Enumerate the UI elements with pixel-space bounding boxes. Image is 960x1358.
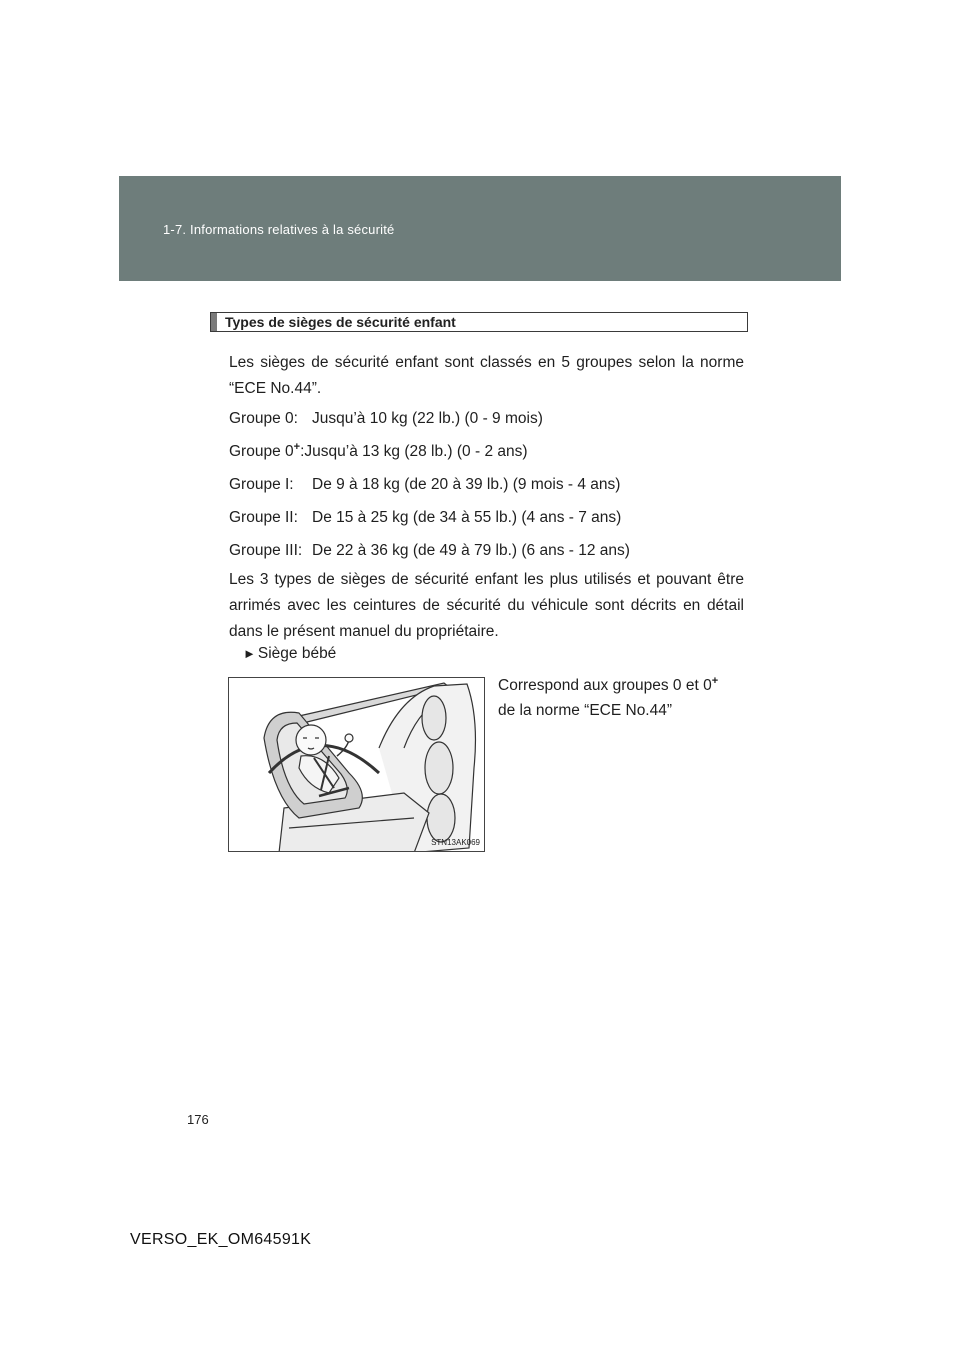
header-band xyxy=(119,176,841,281)
group-desc: De 9 à 18 kg (de 20 à 39 lb.) (9 mois - 4 ans) xyxy=(312,475,621,493)
heading-bar xyxy=(211,313,217,331)
group-label: Groupe II: xyxy=(229,508,298,526)
types-paragraph: Les 3 types de sièges de sécurité enfant les plus utilisés et pouvant être arrimés avec les ceintures de sécurité du véhicule sont décrits en détail dans le présent manuel du propriétaire. xyxy=(229,571,744,640)
group-row-1 xyxy=(229,468,744,501)
figure-caption xyxy=(498,674,748,723)
group-desc: De 22 à 36 kg (de 49 à 79 lb.) (6 ans - 12 ans) xyxy=(312,541,630,559)
group-label-suffix: : xyxy=(300,442,305,460)
group-label-wrap xyxy=(229,440,305,461)
group-row-3 xyxy=(229,534,744,567)
intro-paragraph: Les sièges de sécurité enfant sont classés en 5 groupes selon la norme “ECE No.44”. xyxy=(229,354,744,397)
heading-text: Types de sièges de sécurité enfant xyxy=(225,314,456,330)
group-label: Groupe 0: xyxy=(229,409,298,427)
caption-line2: de la norme “ECE No.44” xyxy=(498,702,673,719)
group-row-0plus xyxy=(229,435,744,468)
document-code: VERSO_EK_OM64591K xyxy=(130,1231,312,1248)
group-desc: De 15 à 25 kg (de 34 à 55 lb.) (4 ans - 7 ans) xyxy=(312,508,622,526)
section-heading xyxy=(210,312,748,332)
bullet-infant-seat xyxy=(243,645,336,663)
group-desc: Jusqu’à 13 kg (28 lb.) (0 - 2 ans) xyxy=(304,442,528,460)
caption-line1: Correspond aux groupes 0 et 0 xyxy=(498,677,712,694)
group-list xyxy=(229,402,744,567)
group-row-0 xyxy=(229,402,744,435)
group-label: Groupe 0 xyxy=(229,442,294,460)
group-label: Groupe I: xyxy=(229,475,294,493)
caption-superscript: + xyxy=(711,675,719,687)
section-title: 1-7. Informations relatives à la sécurité xyxy=(163,222,395,237)
group-row-2 xyxy=(229,501,744,534)
infant-seat-illustration xyxy=(228,677,485,852)
bullet-label: Siège bébé xyxy=(257,645,337,662)
infant-seat-drawing xyxy=(229,678,485,852)
page-number: 176 xyxy=(187,1112,209,1127)
group-label: Groupe III: xyxy=(229,541,303,559)
figure-code: STN13AK069 xyxy=(431,838,480,847)
group-desc: Jusqu’à 10 kg (22 lb.) (0 - 9 mois) xyxy=(312,409,543,427)
triangle-right-icon: ► xyxy=(243,646,256,661)
superscript-plus: + xyxy=(293,440,301,453)
